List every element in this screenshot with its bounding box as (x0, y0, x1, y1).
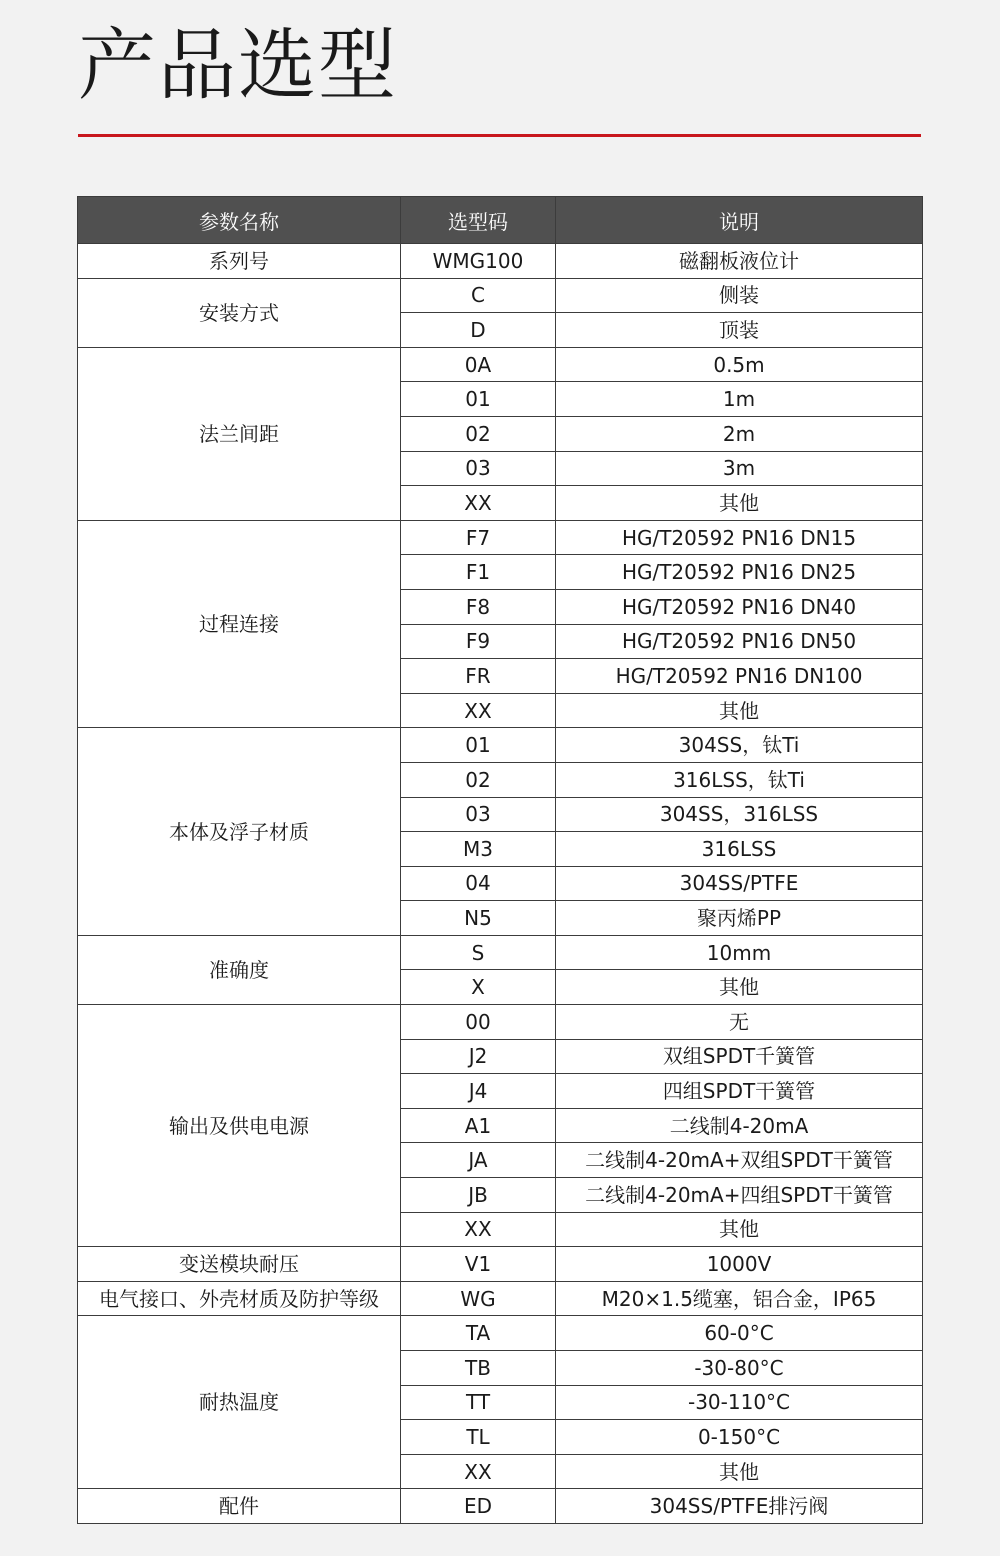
selection-code-cell: 00 (401, 1005, 556, 1040)
description-cell: HG/T20592 PN16 DN15 (556, 520, 923, 555)
title-divider (78, 134, 921, 137)
description-cell: 0.5m (556, 347, 923, 382)
selection-code-cell: JA (401, 1143, 556, 1178)
description-cell: HG/T20592 PN16 DN50 (556, 624, 923, 659)
description-cell: 二线制4-20mA+四组SPDT干簧管 (556, 1178, 923, 1213)
selection-code-cell: XX (401, 1212, 556, 1247)
selection-code-cell: ED (401, 1489, 556, 1524)
param-name-cell: 安装方式 (78, 278, 401, 347)
description-cell: HG/T20592 PN16 DN100 (556, 659, 923, 694)
description-cell: 二线制4-20mA+双组SPDT干簧管 (556, 1143, 923, 1178)
param-name-cell: 法兰间距 (78, 347, 401, 520)
table-row (78, 1489, 923, 1524)
description-cell: 3m (556, 451, 923, 486)
description-cell: 其他 (556, 970, 923, 1005)
table-body (78, 244, 923, 1524)
description-cell: 磁翻板液位计 (556, 244, 923, 279)
description-cell: 1m (556, 382, 923, 417)
selection-code-cell: S (401, 935, 556, 970)
description-cell: 四组SPDT干簧管 (556, 1074, 923, 1109)
header-description: 说明 (556, 197, 923, 244)
param-name-cell: 耐热温度 (78, 1316, 401, 1489)
table-row (78, 935, 923, 970)
table-row (78, 244, 923, 279)
selection-code-cell: JB (401, 1178, 556, 1213)
selection-code-cell: FR (401, 659, 556, 694)
selection-code-cell: V1 (401, 1247, 556, 1282)
selection-code-cell: TL (401, 1420, 556, 1455)
table-row (78, 347, 923, 382)
description-cell: 304SS/PTFE (556, 866, 923, 901)
description-cell: 其他 (556, 1212, 923, 1247)
description-cell: 聚丙烯PP (556, 901, 923, 936)
description-cell: 316LSS (556, 832, 923, 867)
description-cell: 无 (556, 1005, 923, 1040)
table-row (78, 1247, 923, 1282)
table-row (78, 278, 923, 313)
header-selection-code: 选型码 (401, 197, 556, 244)
description-cell: 二线制4-20mA (556, 1108, 923, 1143)
page-title: 产品选型 (78, 21, 399, 111)
selection-code-cell: F7 (401, 520, 556, 555)
description-cell: 60-0°C (556, 1316, 923, 1351)
selection-code-cell: 02 (401, 416, 556, 451)
description-cell: 其他 (556, 486, 923, 521)
description-cell: M20×1.5缆塞，铝合金，IP65 (556, 1281, 923, 1316)
description-cell: -30-80°C (556, 1351, 923, 1386)
selection-code-cell: 04 (401, 866, 556, 901)
description-cell: 304SS，钛Ti (556, 728, 923, 763)
description-cell: HG/T20592 PN16 DN25 (556, 555, 923, 590)
selection-code-cell: J4 (401, 1074, 556, 1109)
description-cell: -30-110°C (556, 1385, 923, 1420)
selection-code-cell: 01 (401, 728, 556, 763)
selection-code-cell: F1 (401, 555, 556, 590)
selection-code-cell: WG (401, 1281, 556, 1316)
param-name-cell: 输出及供电电源 (78, 1005, 401, 1247)
description-cell: 304SS，316LSS (556, 797, 923, 832)
description-cell: 10mm (556, 935, 923, 970)
param-name-cell: 变送模块耐压 (78, 1247, 401, 1282)
description-cell: 1000V (556, 1247, 923, 1282)
selection-code-cell: TT (401, 1385, 556, 1420)
selection-code-cell: C (401, 278, 556, 313)
selection-code-cell: XX (401, 486, 556, 521)
param-name-cell: 配件 (78, 1489, 401, 1524)
selection-code-cell: 01 (401, 382, 556, 417)
selection-code-cell: XX (401, 1454, 556, 1489)
selection-code-cell: X (401, 970, 556, 1005)
selection-code-cell: F9 (401, 624, 556, 659)
description-cell: 其他 (556, 1454, 923, 1489)
selection-code-cell: N5 (401, 901, 556, 936)
table-row (78, 520, 923, 555)
header-param-name: 参数名称 (78, 197, 401, 244)
description-cell: HG/T20592 PN16 DN40 (556, 589, 923, 624)
selection-code-cell: WMG100 (401, 244, 556, 279)
selection-code-cell: 03 (401, 797, 556, 832)
param-name-cell: 本体及浮子材质 (78, 728, 401, 936)
selection-code-cell: TB (401, 1351, 556, 1386)
description-cell: 304SS/PTFE排污阀 (556, 1489, 923, 1524)
description-cell: 其他 (556, 693, 923, 728)
param-name-cell: 电气接口、外壳材质及防护等级 (78, 1281, 401, 1316)
table-row (78, 1005, 923, 1040)
selection-code-cell: 0A (401, 347, 556, 382)
selection-code-cell: J2 (401, 1039, 556, 1074)
description-cell: 顶装 (556, 313, 923, 348)
table-row (78, 1281, 923, 1316)
selection-code-cell: 02 (401, 762, 556, 797)
table-header-row (78, 197, 923, 244)
selection-code-cell: TA (401, 1316, 556, 1351)
selection-table (77, 196, 923, 1524)
selection-code-cell: XX (401, 693, 556, 728)
table-row (78, 1316, 923, 1351)
param-name-cell: 过程连接 (78, 520, 401, 728)
selection-code-cell: F8 (401, 589, 556, 624)
description-cell: 2m (556, 416, 923, 451)
description-cell: 0-150°C (556, 1420, 923, 1455)
selection-code-cell: A1 (401, 1108, 556, 1143)
selection-code-cell: D (401, 313, 556, 348)
selection-code-cell: 03 (401, 451, 556, 486)
description-cell: 316LSS，钛Ti (556, 762, 923, 797)
description-cell: 侧装 (556, 278, 923, 313)
param-name-cell: 准确度 (78, 935, 401, 1004)
description-cell: 双组SPDT千簧管 (556, 1039, 923, 1074)
table-row (78, 728, 923, 763)
selection-code-cell: M3 (401, 832, 556, 867)
param-name-cell: 系列号 (78, 244, 401, 279)
